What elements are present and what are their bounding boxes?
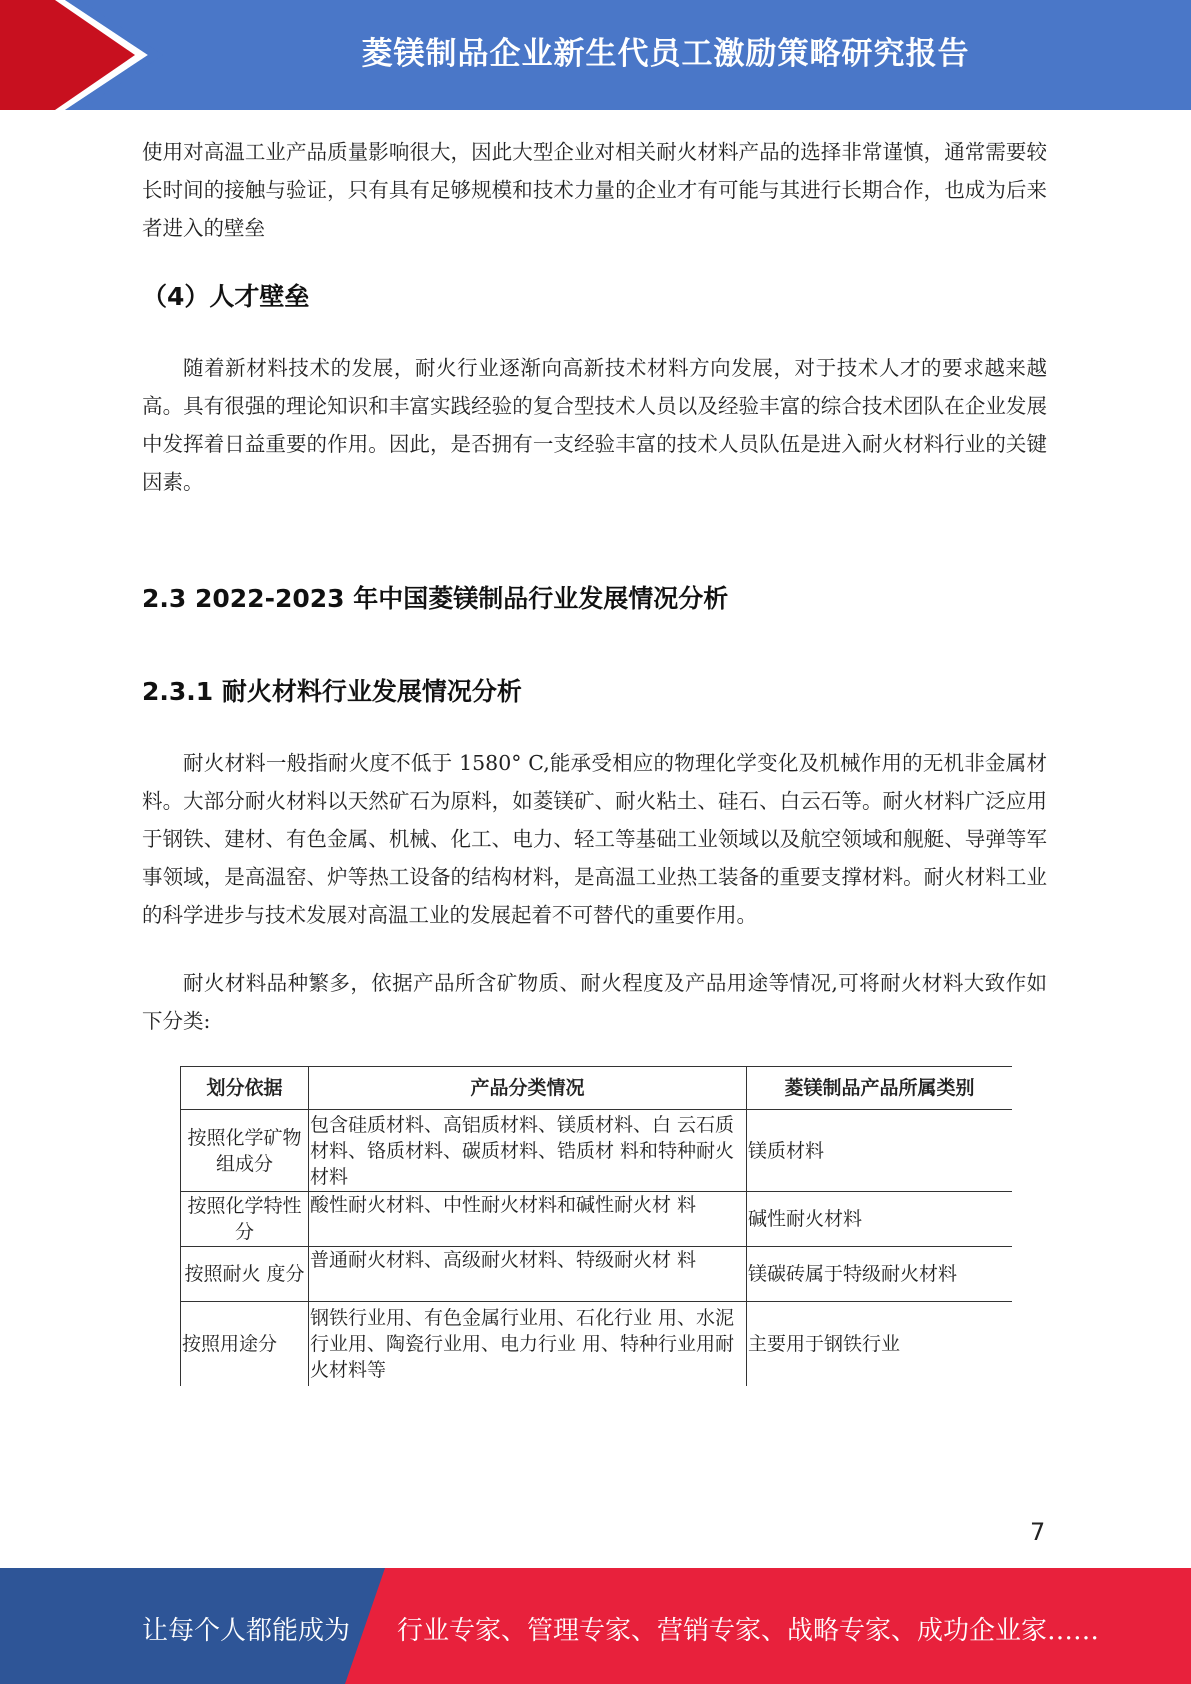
table-cell: 普通耐火材料、高级耐火材料、特级耐火材 料 xyxy=(309,1247,747,1302)
table-header-row xyxy=(181,1067,1013,1110)
section-heading-talent: （4）人才壁垒 xyxy=(142,282,310,311)
paragraph-classify: 耐火材料品种繁多，依据产品所含矿物质、耐火程度及产品用途等情况,可将耐火材料大致作如下分类: xyxy=(142,971,1047,1033)
footer-slogan-left: 让每个人都能成为 xyxy=(142,1616,351,1646)
chevron-icon xyxy=(0,0,200,110)
table-header-basis: 划分依据 xyxy=(181,1067,309,1110)
table-cell: 按照化学特性分 xyxy=(181,1192,309,1247)
table-cell: 按照化学矿物组成分 xyxy=(181,1110,309,1192)
classification-table-wrapper xyxy=(180,1066,1012,1386)
table-cell: 镁碳砖属于特级耐火材料 xyxy=(747,1247,1013,1302)
report-title: 菱镁制品企业新生代员工激励策略研究报告 xyxy=(361,35,970,72)
section-heading-2-3: 2.3 2022-2023 年中国菱镁制品行业发展情况分析 xyxy=(142,584,729,613)
paragraph-refractory: 耐火材料一般指耐火度不低于 1580° C,能承受相应的物理化学变化及机械作用的无机非金属材料。大部分耐火材料以天然矿石为原料，如菱镁矿、耐火粘土、硅石、白云石等。耐火材料广泛应用于钢铁、建材、有色金属、机械、化工、电力、轻工等基础工业领域以及航空领域和舰艇、导弹等军事领域，是高温窑、炉等热工设备的结构材料，是高温工业热工装备的重要支撑材料。耐火材料工业的科学进步与技术发展对高温工业的发展起着不可替代的重要作用。 xyxy=(142,751,1047,927)
table-cell: 主要用于钢铁行业 xyxy=(747,1302,1013,1387)
table-cell: 酸性耐火材料、中性耐火材料和碱性耐火材 料 xyxy=(309,1192,747,1247)
table-row xyxy=(181,1192,1013,1247)
table-row xyxy=(181,1302,1013,1387)
table-cell: 按照用途分 xyxy=(181,1302,309,1387)
page-number: 7 xyxy=(1030,1518,1046,1546)
paragraph-talent: 随着新材料技术的发展，耐火行业逐渐向高新技术材料方向发展，对于技术人才的要求越来越高。具有很强的理论知识和丰富实践经验的复合型技术人员以及经验丰富的综合技术团队在企业发展中发挥着日益重要的作用。因此，是否拥有一支经验丰富的技术人员队伍是进入耐火材料行业的关键因素。 xyxy=(142,356,1047,494)
paragraph-continued: 使用对高温工业产品质量影响很大，因此大型企业对相关耐火材料产品的选择非常谨慎，通常需要较长时间的接触与验证，只有具有足够规模和技术力量的企业才有可能与其进行长期合作，也成为后来者进入的壁垒 xyxy=(142,140,1047,240)
table-cell: 镁质材料 xyxy=(747,1110,1013,1192)
table-row xyxy=(181,1110,1013,1192)
table-header-category: 产品分类情况 xyxy=(309,1067,747,1110)
table-cell: 按照耐火 度分 xyxy=(181,1247,309,1302)
page-header xyxy=(0,0,1191,110)
table-cell: 碱性耐火材料 xyxy=(747,1192,1013,1247)
footer-slogan-right: 行业专家、管理专家、营销专家、战略专家、成功企业家…… xyxy=(397,1616,1100,1646)
table-header-product-type: 菱镁制品产品所属类别 xyxy=(747,1067,1013,1110)
section-heading-2-3-1: 2.3.1 耐火材料行业发展情况分析 xyxy=(142,677,522,706)
table-cell: 钢铁行业用、有色金属行业用、石化行业 用、水泥行业用、陶瓷行业用、电力行业 用、特种行业用耐火材料等 xyxy=(309,1302,747,1387)
table-cell: 包含硅质材料、高铝质材料、镁质材料、白 云石质材料、铬质材料、碳质材料、锆质材 料和特种耐火材料 xyxy=(309,1110,747,1192)
classification-table xyxy=(180,1066,1012,1386)
table-row xyxy=(181,1247,1013,1302)
